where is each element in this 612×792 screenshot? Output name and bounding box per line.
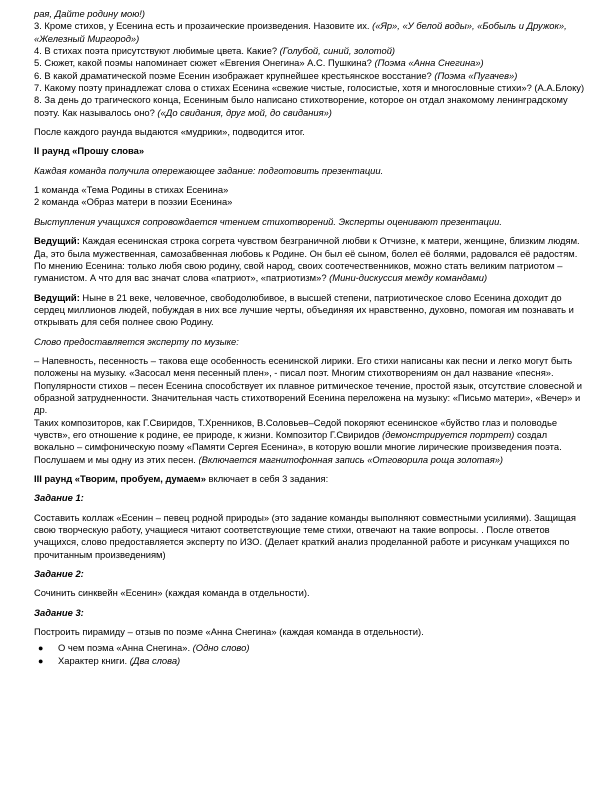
round2-note: Выступления учащихся сопровождается чтением стихотворений. Эксперты оценивают презентации. [34,215,502,227]
round2-title: II раунд «Прошу слова» [34,145,145,157]
task2-title: Задание 2: [34,568,84,580]
document-page [34,8,590,667]
host-label: Ведущий: [34,235,80,247]
task1-text: Составить коллаж «Есенин – певец родной природы» (это задание команды выполняют совместными усилиями). Защищая свою творческую работу, учащиеся читают соответствующие теме стихи, отвечают на такие вопросы. . После ответов учащихся, слово предоставляется эксперту по ИЗО. (Делает краткий анализ проделанной работе и рисункам учащихся по прочитанным произведениям) [34,511,576,560]
host-speech-1: Ведущий: Каждая есенинская строка согрета чувством безграничной любви к Отчизне, к матери, женщине, близким людям. Да, это была мужественная, самозабвенная любовь к Родине. Он был её сыном, болел её болями, радовался её радостям. [34,235,580,259]
quiz-q4: 4. В стихах поэта присутствуют любимые цвета. Какие? (Голубой, синий, золотой) [34,45,396,57]
bullet-icon: ● [38,643,44,654]
quiz-q6: 6. В какой драматической поэме Есенин изображает крупнейшее крестьянское восстание? (Поэма «Пугачев») [34,69,518,81]
quiz-q8: 8. За день до трагического конца, Есениным было написано стихотворение, которое он отдал знакомому ленинградскому поэту. Как называлось оно? («До свидания, друг мой, до свидания») [34,94,568,118]
bullet-icon: ● [38,655,44,666]
quiz-q5: 5. Сюжет, какой поэмы напоминает сюжет «Евгения Онегина» А.С. Пушкина? (Поэма «Анна Снегина») [34,57,484,69]
task2-text: Сочинить синквейн «Есенин» (каждая команда в отдельности). [34,587,310,599]
music-expert-speech: – Напевность, песенность – такова еще особенность есенинской лирики. Его стихи написаны как песни и легко могут быть положены на музыку. «Засосал меня песенный плен», - писал поэт. Многим стихотворениям он дал название «песня». Популярности стихов – песен Есенина способствует их плавное ритмическое течение, простой язык, отсутствие словесной и образной затрудненности. Значительная часть стихотворений Есенина переложена на музыку: «Письмо матери», «Вечер» и др. [34,354,583,416]
round2-team1: 1 команда «Тема Родины в стихах Есенина» [34,184,229,196]
task3-title: Задание 3: [34,606,84,618]
quiz-q7: 7. Какому поэту принадлежат слова о стихах Есенина «свежие чистые, голосистые, хотя и многословные стихи»? (А.А.Блоку) [34,82,585,94]
round3-heading: III раунд «Творим, пробуем, думаем» включает в себя 3 задания: [34,473,329,484]
host-label: Ведущий: [34,291,80,303]
round3-title: III раунд «Творим, пробуем, думаем» [34,473,206,484]
after-round-note: После каждого раунда выдаются «мудрики», подводится итог. [34,126,305,138]
list-item: ● Характер книги. (Два слова) [38,654,181,666]
host-speech-2: Ведущий: Ныне в 21 веке, человечное, свободолюбивое, в высшей степени, патриотическое слово Есенина доходит до сердец миллионов людей, побуждая в них все лучшие черты, объединяя их нравственно, духовно, помогая им познавать и открывать для себя полнее свою Родину. [34,291,574,328]
host-speech-1-continued: По мнению Есенина: только любя свою родину, свой народ, своих соотечественников, можно стать великим патриотом – гуманистом. А что для вас значат слова «патриот», «патриотизм»? (Мини-дискуссия между командами) [34,259,563,284]
quiz-q3: 3. Кроме стихов, у Есенина есть и прозаические произведения. Назовите их. («Яр», «У белой воды», «Бобыль и Дружок», «Железный Миргород») [34,20,567,44]
task1-title: Задание 1: [34,492,84,504]
round2-team2: 2 команда «Образ матери в поэзии Есенина» [34,196,233,208]
round2-task: Каждая команда получила опережающее задание: подготовить презентации. [34,164,384,176]
list-item: ● О чем поэма «Анна Снегина». (Одно слово) [38,642,250,654]
task3-text: Построить пирамиду – отзыв по поэме «Анна Снегина» (каждая команда в отдельности). [34,626,424,638]
music-expert-speech-continued: Таких композиторов, как Г.Свиридов, Т.Хренников, В.Соловьев–Седой покоряют есенинское «буйство глаз и половодье чувств», его отношение к родине, ее природе, к жизни. Композитор Г.Свиридов (демонстрируется портрет) создал вокально – симфоническую поэму «Памяти Сергея Есенина», в которую вошли многие лирические произведения поэта. Послушаем и мы одну из этих песен. (Включается магнитофонная запись «Отговорила роща золотая») [34,416,562,465]
pyramid-list [34,642,590,667]
music-expert-intro: Слово предоставляется эксперту по музыке: [34,335,239,347]
quiz-q2-ending: рая, Дайте родину мою!) [34,8,145,19]
